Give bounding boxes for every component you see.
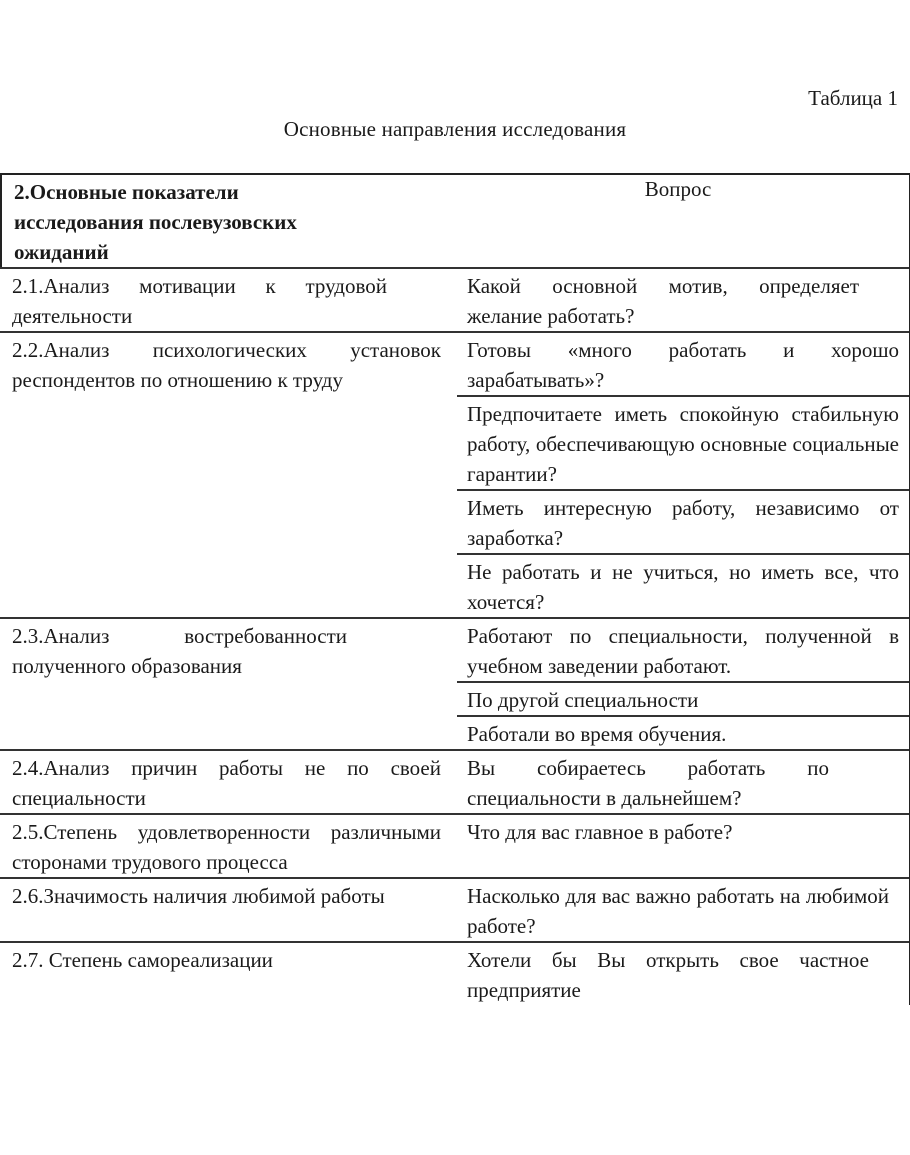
table-title: Основные направления исследования [283,117,627,141]
indicator-cell: 2.2.Анализ психологических установок респондентов по отношению к труду [12,338,441,392]
question-cell: Насколько для вас важно работать на любимой работе? [467,884,889,938]
question-cell: Работают по специальности, полученной в учебном заведении работают. [467,624,899,678]
indicator-cell: 2.3.Анализ востребованности полученного образования [12,624,347,678]
question-cell: Иметь интересную работу, независимо от заработка? [457,489,909,553]
question-cell: Что для вас главное в работе? [467,820,733,844]
table-number-label: Таблица 1 [808,86,898,110]
question-cell: Не работать и не учиться, но иметь все, что хочется? [457,553,909,617]
table-row [0,331,909,617]
table-header-row [0,173,909,267]
indicator-cell: 2.5.Степень удовлетворенности различными сторонами трудового процесса [12,820,441,874]
question-cell: Вы собираетесь работать по специальности в дальнейшем? [467,756,829,810]
table-row [0,941,909,1005]
indicator-cell: 2.6.Значимость наличия любимой работы [12,884,385,908]
question-cell: Хотели бы Вы открыть свое частное предприятие [467,948,869,1002]
indicator-cell: 2.7. Степень самореализации [12,948,273,972]
research-table [0,173,910,1005]
table-row [0,617,909,749]
table-row [0,749,909,813]
header-question: Вопрос [644,177,712,201]
indicator-cell: 2.4.Анализ причин работы не по своей специальности [12,756,441,810]
table-row [0,877,909,941]
indicator-cell: 2.1.Анализ мотивации к трудовой деятельности [12,274,387,328]
table-row [0,813,909,877]
table-row [0,267,909,331]
header-indicators: 2.Основные показатели исследования послевузовских ожиданий [14,180,297,264]
question-cell: Работали во время обучения. [457,715,909,749]
question-cell: По другой специальности [457,681,909,715]
question-cell: Предпочитаете иметь спокойную стабильную работу, обеспечивающую основные социальные гарантии? [457,395,909,489]
question-cell: Какой основной мотив, определяет желание работать? [467,274,859,328]
question-cell: Готовы «много работать и хорошо зарабатывать»? [467,338,899,392]
